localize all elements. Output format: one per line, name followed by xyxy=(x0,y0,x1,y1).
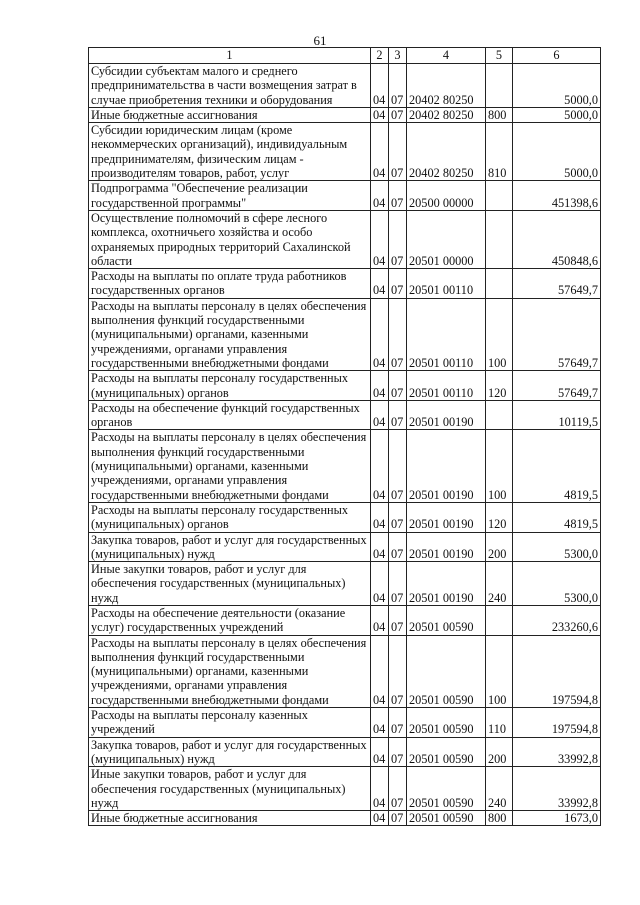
row-c4-cell: 20501 00190 xyxy=(407,430,486,502)
row-c2-cell: 04 xyxy=(371,371,389,401)
row-c5-cell: 200 xyxy=(486,737,513,767)
row-c3-cell: 07 xyxy=(389,400,407,430)
row-name-cell: Расходы на выплаты персоналу в целях обеспечения выполнения функций государственными (муниципальными) органами, казенными учреждениями, органами управления государственными внебюджетными фондами xyxy=(89,430,371,502)
row-name-cell: Иные закупки товаров, работ и услуг для обеспечения государственных (муниципальных) нужд xyxy=(89,562,371,606)
row-c4-cell: 20402 80250 xyxy=(407,107,486,122)
row-c6-cell: 33992,8 xyxy=(513,767,601,811)
row-c2-cell: 04 xyxy=(371,298,389,370)
table-row xyxy=(89,430,601,502)
table-row xyxy=(89,210,601,268)
row-c4-cell: 20501 00110 xyxy=(407,371,486,401)
row-c2-cell: 04 xyxy=(371,123,389,181)
row-name-cell: Расходы на выплаты персоналу в целях обеспечения выполнения функций государственными (муниципальными) органами, казенными учреждениями, органами управления государственными внебюджетными фондами xyxy=(89,298,371,370)
row-c6-cell: 5000,0 xyxy=(513,64,601,108)
row-c2-cell: 04 xyxy=(371,767,389,811)
row-c3-cell: 07 xyxy=(389,532,407,562)
row-c2-cell: 04 xyxy=(371,269,389,299)
row-c5-cell: 810 xyxy=(486,123,513,181)
row-c4-cell: 20501 00590 xyxy=(407,737,486,767)
row-c3-cell: 07 xyxy=(389,811,407,826)
row-name-cell: Расходы на выплаты персоналу государственных (муниципальных) органов xyxy=(89,502,371,532)
row-c4-cell: 20501 00000 xyxy=(407,210,486,268)
row-c6-cell: 5000,0 xyxy=(513,123,601,181)
row-c4-cell: 20501 00590 xyxy=(407,605,486,635)
row-c4-cell: 20402 80250 xyxy=(407,64,486,108)
row-c3-cell: 07 xyxy=(389,210,407,268)
row-c2-cell: 04 xyxy=(371,107,389,122)
table-row xyxy=(89,635,601,707)
row-c2-cell: 04 xyxy=(371,532,389,562)
row-c4-cell: 20501 00190 xyxy=(407,400,486,430)
row-c6-cell: 197594,8 xyxy=(513,635,601,707)
row-c6-cell: 5300,0 xyxy=(513,532,601,562)
row-c5-cell xyxy=(486,400,513,430)
row-name-cell: Расходы на обеспечение функций государственных органов xyxy=(89,400,371,430)
row-c3-cell: 07 xyxy=(389,181,407,211)
row-name-cell: Расходы на выплаты персоналу в целях обеспечения выполнения функций государственными (муниципальными) органами, казенными учреждениями, органами управления государственными внебюджетными фондами xyxy=(89,635,371,707)
table-row xyxy=(89,123,601,181)
row-c2-cell: 04 xyxy=(371,635,389,707)
row-c5-cell xyxy=(486,181,513,211)
row-c5-cell: 800 xyxy=(486,811,513,826)
row-c2-cell: 04 xyxy=(371,605,389,635)
row-c2-cell: 04 xyxy=(371,811,389,826)
row-c4-cell: 20501 00590 xyxy=(407,767,486,811)
table-row xyxy=(89,605,601,635)
row-name-cell: Закупка товаров, работ и услуг для государственных (муниципальных) нужд xyxy=(89,737,371,767)
row-c6-cell: 4819,5 xyxy=(513,502,601,532)
row-c6-cell: 57649,7 xyxy=(513,298,601,370)
row-c6-cell: 5000,0 xyxy=(513,107,601,122)
row-name-cell: Расходы на обеспечение деятельности (оказание услуг) государственных учреждений xyxy=(89,605,371,635)
row-c6-cell: 233260,6 xyxy=(513,605,601,635)
row-name-cell: Иные бюджетные ассигнования xyxy=(89,811,371,826)
row-c6-cell: 197594,8 xyxy=(513,708,601,738)
col-header-2: 2 xyxy=(371,48,389,64)
row-c3-cell: 07 xyxy=(389,605,407,635)
row-c3-cell: 07 xyxy=(389,767,407,811)
row-c2-cell: 04 xyxy=(371,502,389,532)
row-c2-cell: 04 xyxy=(371,400,389,430)
header-row xyxy=(89,48,601,64)
table-row xyxy=(89,269,601,299)
page-number: 61 xyxy=(313,33,327,48)
row-name-cell: Расходы на выплаты персоналу государственных (муниципальных) органов xyxy=(89,371,371,401)
table-row xyxy=(89,400,601,430)
col-header-3: 3 xyxy=(389,48,407,64)
table-row xyxy=(89,811,601,826)
table-row xyxy=(89,181,601,211)
row-c5-cell: 100 xyxy=(486,430,513,502)
table-row xyxy=(89,737,601,767)
row-c5-cell xyxy=(486,269,513,299)
row-name-cell: Закупка товаров, работ и услуг для государственных (муниципальных) нужд xyxy=(89,532,371,562)
col-header-6: 6 xyxy=(513,48,601,64)
row-c3-cell: 07 xyxy=(389,502,407,532)
row-c2-cell: 04 xyxy=(371,181,389,211)
row-c6-cell: 57649,7 xyxy=(513,269,601,299)
row-c4-cell: 20501 00190 xyxy=(407,562,486,606)
table-body xyxy=(89,64,601,826)
col-header-4: 4 xyxy=(407,48,486,64)
row-c5-cell: 240 xyxy=(486,767,513,811)
row-c4-cell: 20500 00000 xyxy=(407,181,486,211)
row-c5-cell xyxy=(486,605,513,635)
row-c3-cell: 07 xyxy=(389,635,407,707)
row-c4-cell: 20402 80250 xyxy=(407,123,486,181)
row-c6-cell: 1673,0 xyxy=(513,811,601,826)
row-name-cell: Осуществление полномочий в сфере лесного комплекса, охотничьего хозяйства и особо охраняемых природных территорий Сахалинской области xyxy=(89,210,371,268)
row-c2-cell: 04 xyxy=(371,430,389,502)
row-c5-cell: 100 xyxy=(486,635,513,707)
row-c5-cell: 240 xyxy=(486,562,513,606)
row-c3-cell: 07 xyxy=(389,298,407,370)
row-c6-cell: 4819,5 xyxy=(513,430,601,502)
row-name-cell: Субсидии субъектам малого и среднего предпринимательства в части возмещения затрат в случае приобретения техники и оборудования xyxy=(89,64,371,108)
row-c5-cell xyxy=(486,64,513,108)
table-row xyxy=(89,371,601,401)
row-c6-cell: 450848,6 xyxy=(513,210,601,268)
table-row xyxy=(89,708,601,738)
row-name-cell: Иные бюджетные ассигнования xyxy=(89,107,371,122)
row-c5-cell: 100 xyxy=(486,298,513,370)
row-c3-cell: 07 xyxy=(389,269,407,299)
table-row xyxy=(89,767,601,811)
row-name-cell: Расходы на выплаты персоналу казенных учреждений xyxy=(89,708,371,738)
row-c2-cell: 04 xyxy=(371,562,389,606)
table-row xyxy=(89,562,601,606)
row-c2-cell: 04 xyxy=(371,708,389,738)
row-c5-cell: 120 xyxy=(486,371,513,401)
row-c4-cell: 20501 00110 xyxy=(407,269,486,299)
table-row xyxy=(89,532,601,562)
row-c5-cell: 110 xyxy=(486,708,513,738)
table-row xyxy=(89,64,601,108)
col-header-1: 1 xyxy=(89,48,371,64)
budget-table xyxy=(88,47,601,826)
row-c2-cell: 04 xyxy=(371,210,389,268)
row-c5-cell: 800 xyxy=(486,107,513,122)
row-name-cell: Подпрограмма "Обеспечение реализации государственной программы" xyxy=(89,181,371,211)
row-c4-cell: 20501 00190 xyxy=(407,532,486,562)
row-c4-cell: 20501 00590 xyxy=(407,635,486,707)
col-header-5: 5 xyxy=(486,48,513,64)
row-c4-cell: 20501 00590 xyxy=(407,708,486,738)
row-c6-cell: 10119,5 xyxy=(513,400,601,430)
row-c3-cell: 07 xyxy=(389,371,407,401)
row-c6-cell: 5300,0 xyxy=(513,562,601,606)
row-c3-cell: 07 xyxy=(389,737,407,767)
row-name-cell: Субсидии юридическим лицам (кроме некоммерческих организаций), индивидуальным предпринимателям, физическим лицам - производителям товаров, работ, услуг xyxy=(89,123,371,181)
row-c5-cell: 200 xyxy=(486,532,513,562)
row-c2-cell: 04 xyxy=(371,737,389,767)
table-row xyxy=(89,502,601,532)
table-row xyxy=(89,298,601,370)
row-c3-cell: 07 xyxy=(389,107,407,122)
row-c6-cell: 57649,7 xyxy=(513,371,601,401)
row-c4-cell: 20501 00590 xyxy=(407,811,486,826)
row-c3-cell: 07 xyxy=(389,64,407,108)
row-c5-cell xyxy=(486,210,513,268)
row-c6-cell: 451398,6 xyxy=(513,181,601,211)
row-c3-cell: 07 xyxy=(389,562,407,606)
row-c3-cell: 07 xyxy=(389,123,407,181)
table-row xyxy=(89,107,601,122)
row-c4-cell: 20501 00190 xyxy=(407,502,486,532)
row-c3-cell: 07 xyxy=(389,430,407,502)
row-c2-cell: 04 xyxy=(371,64,389,108)
row-name-cell: Расходы на выплаты по оплате труда работников государственных органов xyxy=(89,269,371,299)
row-name-cell: Иные закупки товаров, работ и услуг для обеспечения государственных (муниципальных) нужд xyxy=(89,767,371,811)
row-c5-cell: 120 xyxy=(486,502,513,532)
row-c4-cell: 20501 00110 xyxy=(407,298,486,370)
row-c6-cell: 33992,8 xyxy=(513,737,601,767)
row-c3-cell: 07 xyxy=(389,708,407,738)
